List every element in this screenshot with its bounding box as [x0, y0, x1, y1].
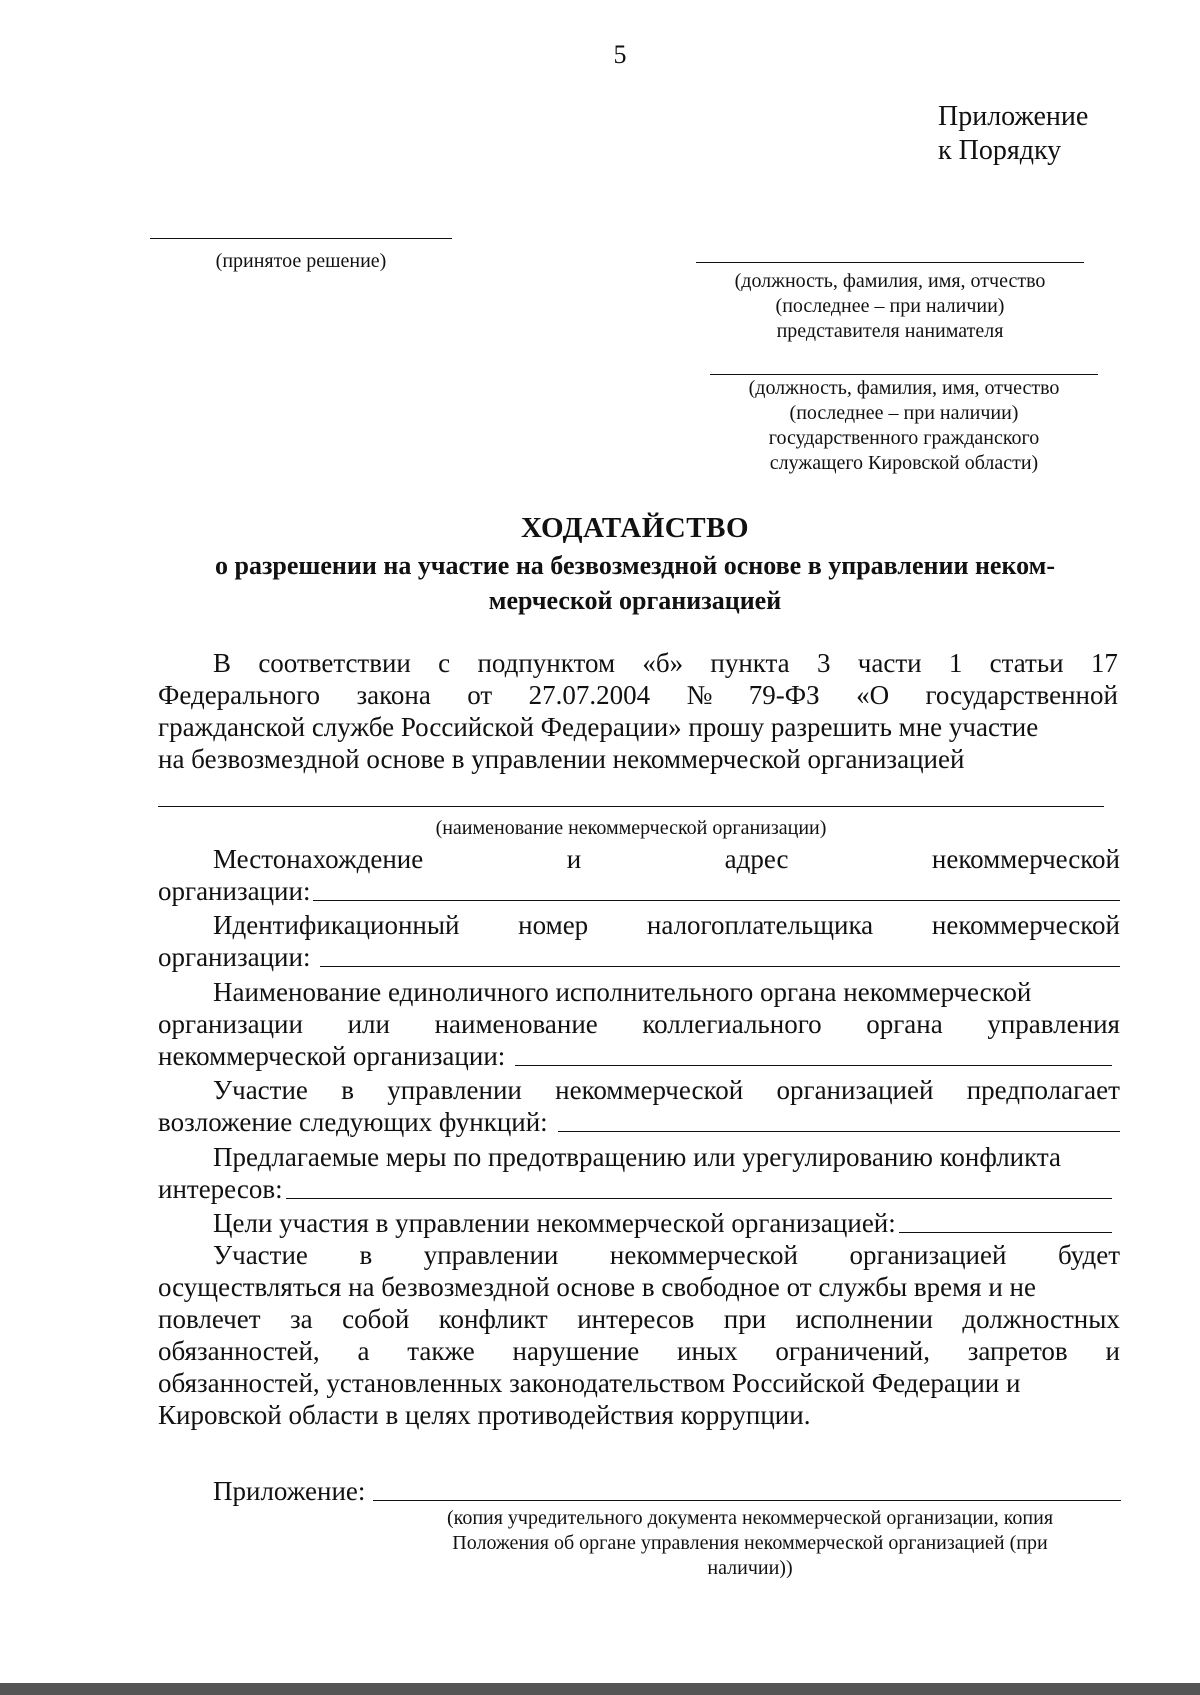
- word: организацией: [776, 1075, 934, 1105]
- intro-line-2: [158, 679, 1118, 711]
- word: Участие: [213, 1240, 308, 1270]
- org-name-line: [158, 806, 1104, 807]
- word: некоммерческой: [931, 844, 1120, 874]
- body-line-1: Наименование единоличного исполнительного органа некоммерческой: [213, 977, 1032, 1007]
- word: обязанностей,: [158, 1336, 320, 1366]
- word: конфликт: [438, 1304, 548, 1334]
- attachment-label: Приложение:: [213, 1476, 366, 1506]
- word: от: [467, 680, 493, 710]
- word: а: [357, 1336, 370, 1366]
- word: номер: [518, 910, 589, 940]
- document-subtitle: [170, 548, 1100, 618]
- servant-caption-line-4: служащего Кировской области): [769, 452, 1039, 474]
- attachment-caption-line-1: (копия учредительного документа некоммерческой организации, копия: [446, 1507, 1054, 1529]
- location-line-1: [158, 843, 1120, 875]
- word: Местонахождение: [213, 844, 424, 874]
- org-name-caption: (наименование некоммерческой организации): [435, 817, 827, 839]
- word: ограничений,: [775, 1336, 930, 1366]
- word: некоммерческой: [609, 1240, 798, 1270]
- body-line-2: [158, 1008, 1120, 1040]
- word: управлении: [423, 1240, 559, 1270]
- inn-field: [158, 941, 1120, 973]
- word: закона: [356, 680, 431, 710]
- word: организацией: [849, 1240, 1007, 1270]
- subtitle-line-1: о разрешении на участие на безвозмездной основе в управлении неком-: [215, 551, 1055, 580]
- word: управлении: [387, 1075, 522, 1105]
- scan-edge: [0, 1683, 1200, 1695]
- measures-field: [158, 1173, 1120, 1205]
- page-number: 5: [613, 40, 627, 69]
- servant-line: [710, 374, 1098, 375]
- body-label: некоммерческой организации:: [158, 1041, 506, 1071]
- servant-caption-line-3: государственного гражданского: [768, 427, 1040, 449]
- word: повлечет: [158, 1304, 261, 1334]
- word: органа: [866, 1009, 943, 1039]
- word: В: [213, 648, 232, 678]
- servant-caption-line-1: (должность, фамилия, имя, отчество: [748, 377, 1060, 399]
- word: исполнении: [795, 1304, 933, 1334]
- word: некоммерческой: [555, 1075, 744, 1105]
- word: коллегиального: [642, 1009, 822, 1039]
- word: части: [857, 648, 922, 678]
- word: №: [686, 680, 713, 710]
- word: статьи: [989, 648, 1064, 678]
- body-fill-line[interactable]: [515, 1040, 1112, 1066]
- document-title: ХОДАТАЙСТВО: [520, 512, 749, 544]
- attachment-fill-line[interactable]: [373, 1475, 1121, 1501]
- appendix-reference: [938, 100, 1088, 168]
- functions-line-1: [158, 1074, 1120, 1106]
- attachment-field: [213, 1475, 1121, 1507]
- attachment-caption-line-2: Положения об органе управления некоммерческой организацией (при: [452, 1532, 1048, 1554]
- goals-fill-line[interactable]: [899, 1207, 1112, 1233]
- representative-caption-line-2: (последнее – при наличии): [775, 295, 1005, 317]
- word: наименование: [434, 1009, 598, 1039]
- word: интересов: [577, 1304, 695, 1334]
- functions-field: [158, 1106, 1120, 1138]
- representative-caption-line-1: (должность, фамилия, имя, отчество: [734, 270, 1046, 292]
- intro-line-3: гражданской службе Российской Федерации» прошу разрешить мне участие: [158, 712, 1039, 742]
- word: за: [289, 1304, 313, 1334]
- attachment-caption-line-3: наличии)): [707, 1557, 793, 1579]
- location-fill-line[interactable]: [313, 875, 1120, 901]
- goals-label: Цели участия в управлении некоммерческой организацией:: [213, 1208, 896, 1238]
- word: или: [347, 1009, 390, 1039]
- measures-label: интересов:: [158, 1174, 283, 1204]
- word: и: [1105, 1336, 1120, 1366]
- closing-line-3: [158, 1303, 1120, 1335]
- measures-fill-line[interactable]: [286, 1173, 1112, 1199]
- word: должностных: [962, 1304, 1120, 1334]
- word: иных: [677, 1336, 738, 1366]
- word: государственной: [925, 680, 1118, 710]
- word: Участие: [213, 1075, 308, 1105]
- inn-fill-line[interactable]: [320, 941, 1120, 967]
- intro-paragraph: [158, 647, 1118, 775]
- decision-caption: (принятое решение): [215, 250, 387, 272]
- word: собой: [342, 1304, 410, 1334]
- goals-field: [158, 1207, 1120, 1239]
- inn-line-1: [158, 909, 1120, 941]
- form-fields: [158, 843, 1120, 1431]
- servant-caption: [710, 376, 1098, 476]
- representative-caption: [696, 269, 1084, 344]
- word: также: [407, 1336, 475, 1366]
- intro-line-1: [158, 647, 1118, 679]
- word: 17: [1090, 648, 1118, 678]
- subtitle-line-2: мерческой организацией: [488, 586, 782, 615]
- decision-line: [150, 238, 452, 239]
- word: 3: [816, 648, 831, 678]
- attachment-caption: [380, 1506, 1120, 1581]
- word: подпунктом: [477, 648, 616, 678]
- servant-caption-line-2: (последнее – при наличии): [789, 402, 1019, 424]
- closing-line-5: обязанностей, установленных законодательством Российской Федерации и: [158, 1368, 1021, 1398]
- word: «О: [856, 680, 890, 710]
- word: в: [359, 1240, 373, 1270]
- word: управления: [987, 1009, 1120, 1039]
- word: и: [566, 844, 582, 874]
- word: пункта: [710, 648, 790, 678]
- word: «б»: [642, 648, 684, 678]
- word: запретов: [967, 1336, 1068, 1366]
- word: налогоплательщика: [646, 910, 874, 940]
- word: адрес: [724, 844, 789, 874]
- measures-line-1: Предлагаемые меры по предотвращению или урегулированию конфликта: [213, 1142, 1061, 1172]
- location-label: организации:: [158, 876, 311, 906]
- inn-label: организации:: [158, 942, 311, 972]
- functions-fill-line[interactable]: [558, 1106, 1120, 1132]
- word: 1: [948, 648, 963, 678]
- word: в: [341, 1075, 354, 1105]
- closing-line-1: [158, 1239, 1120, 1271]
- word: Федерального: [158, 680, 321, 710]
- location-field: [158, 875, 1120, 907]
- word: соответствии: [258, 648, 411, 678]
- closing-line-4: [158, 1335, 1120, 1367]
- word: организации: [158, 1009, 303, 1039]
- appendix-line-1: Приложение: [938, 101, 1089, 132]
- word: 79-ФЗ: [748, 680, 820, 710]
- representative-caption-line-3: представителя нанимателя: [776, 320, 1004, 342]
- representative-line: [696, 262, 1084, 263]
- body-field: [158, 1040, 1120, 1072]
- word: будет: [1057, 1240, 1120, 1270]
- appendix-line-2: к Порядку: [938, 135, 1062, 166]
- word: нарушение: [512, 1336, 640, 1366]
- word: некоммерческой: [931, 910, 1120, 940]
- word: с: [438, 648, 451, 678]
- closing-line-6: Кировской области в целях противодействия коррупции.: [158, 1400, 811, 1430]
- intro-line-4: на безвозмездной основе в управлении некоммерческой организацией: [158, 744, 965, 774]
- word: 27.07.2004: [528, 680, 651, 710]
- closing-line-2: осуществляться на безвозмездной основе в свободное от службы время и не: [158, 1272, 1036, 1302]
- word: при: [723, 1304, 767, 1334]
- functions-label: возложение следующих функций:: [158, 1107, 548, 1137]
- word: предполагает: [966, 1075, 1120, 1105]
- word: Идентификационный: [213, 910, 460, 940]
